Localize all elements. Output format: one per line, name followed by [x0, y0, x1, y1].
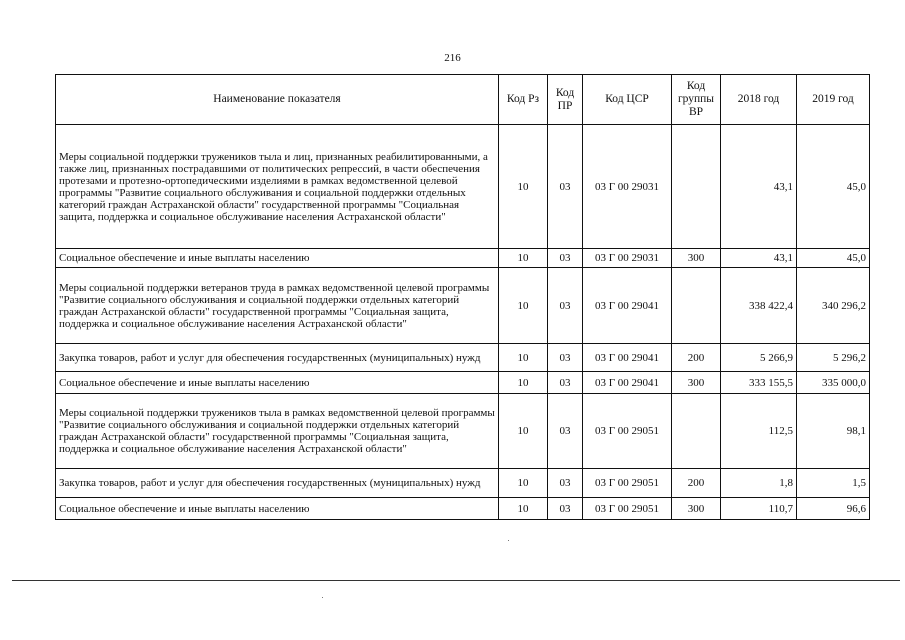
row-name: Меры социальной поддержки ветеранов труда в рамках ведомственной целевой программы "Развитие социального обслуживания и социальной поддержки отдельных категорий граждан Астраханской области" государственной программы "Социальная защита, поддержка и социальное обслуживание населения Астраханской области"	[56, 268, 499, 344]
row-rz: 10	[499, 498, 548, 520]
row-csr: 03 Г 00 29041	[583, 344, 672, 372]
row-2019: 45,0	[797, 249, 870, 268]
row-2018: 333 155,5	[721, 372, 797, 394]
table-header-row	[56, 75, 870, 125]
row-2019: 45,0	[797, 125, 870, 249]
row-vr: 300	[672, 498, 721, 520]
row-csr: 03 Г 00 29031	[583, 249, 672, 268]
row-rz: 10	[499, 469, 548, 498]
row-vr	[672, 268, 721, 344]
header-vr: Код группы ВР	[672, 75, 721, 125]
row-rz: 10	[499, 394, 548, 469]
table-row	[56, 394, 870, 469]
header-csr: Код ЦСР	[583, 75, 672, 125]
row-2018: 110,7	[721, 498, 797, 520]
row-vr: 200	[672, 469, 721, 498]
table-row	[56, 498, 870, 520]
scan-edge-line	[12, 580, 900, 581]
row-vr: 300	[672, 372, 721, 394]
row-name: Меры социальной поддержки тружеников тыла в рамках ведомственной целевой программы "Развитие социального обслуживания и социальной поддержки отдельных категорий граждан Астраханской области" государственной программы "Социальная защита, поддержка и социальное обслуживание населения Астраханской области"	[56, 394, 499, 469]
page-number: 216	[444, 52, 461, 64]
row-name: Закупка товаров, работ и услуг для обеспечения государственных (муниципальных) нужд	[56, 469, 499, 498]
row-rz: 10	[499, 372, 548, 394]
table-row	[56, 249, 870, 268]
row-2019: 335 000,0	[797, 372, 870, 394]
row-2019: 5 296,2	[797, 344, 870, 372]
row-rz: 10	[499, 344, 548, 372]
scan-speck	[322, 597, 323, 598]
row-pr: 03	[548, 469, 583, 498]
row-name: Социальное обеспечение и иные выплаты населению	[56, 249, 499, 268]
table-row	[56, 344, 870, 372]
row-2018: 43,1	[721, 125, 797, 249]
row-csr: 03 Г 00 29041	[583, 268, 672, 344]
row-csr: 03 Г 00 29051	[583, 498, 672, 520]
row-pr: 03	[548, 372, 583, 394]
scan-speck	[508, 540, 509, 541]
table-row	[56, 268, 870, 344]
row-pr: 03	[548, 249, 583, 268]
row-pr: 03	[548, 394, 583, 469]
row-2019: 340 296,2	[797, 268, 870, 344]
header-pr: Код ПР	[548, 75, 583, 125]
row-csr: 03 Г 00 29041	[583, 372, 672, 394]
row-2018: 338 422,4	[721, 268, 797, 344]
row-name: Социальное обеспечение и иные выплаты населению	[56, 498, 499, 520]
row-csr: 03 Г 00 29051	[583, 394, 672, 469]
row-2019: 1,5	[797, 469, 870, 498]
row-rz: 10	[499, 125, 548, 249]
row-2018: 1,8	[721, 469, 797, 498]
header-2019: 2019 год	[797, 75, 870, 125]
row-2019: 98,1	[797, 394, 870, 469]
row-2018: 112,5	[721, 394, 797, 469]
row-name: Социальное обеспечение и иные выплаты населению	[56, 372, 499, 394]
row-pr: 03	[548, 268, 583, 344]
row-vr	[672, 394, 721, 469]
row-name: Меры социальной поддержки тружеников тыла и лиц, признанных реабилитированными, а также лиц, признанных пострадавшими от политических репрессий, в части обеспечения протезами и протезно-ортопедическими изделиями в рамках ведомственной целевой программы "Развитие социального обслуживания и социальной поддержки отдельных категорий граждан Астраханской области" государственной программы "Социальная защита, поддержка и социальное обслуживание населения Астраханской области"	[56, 125, 499, 249]
row-2018: 5 266,9	[721, 344, 797, 372]
row-vr	[672, 125, 721, 249]
table-row	[56, 372, 870, 394]
row-vr: 300	[672, 249, 721, 268]
row-csr: 03 Г 00 29031	[583, 125, 672, 249]
row-rz: 10	[499, 249, 548, 268]
table-row	[56, 469, 870, 498]
row-rz: 10	[499, 268, 548, 344]
row-vr: 200	[672, 344, 721, 372]
row-name: Закупка товаров, работ и услуг для обеспечения государственных (муниципальных) нужд	[56, 344, 499, 372]
row-pr: 03	[548, 344, 583, 372]
header-2018: 2018 год	[721, 75, 797, 125]
row-2018: 43,1	[721, 249, 797, 268]
row-pr: 03	[548, 498, 583, 520]
row-2019: 96,6	[797, 498, 870, 520]
row-csr: 03 Г 00 29051	[583, 469, 672, 498]
header-name: Наименование показателя	[56, 75, 499, 125]
header-rz: Код Рз	[499, 75, 548, 125]
budget-table	[55, 74, 870, 520]
table-row	[56, 125, 870, 249]
row-pr: 03	[548, 125, 583, 249]
